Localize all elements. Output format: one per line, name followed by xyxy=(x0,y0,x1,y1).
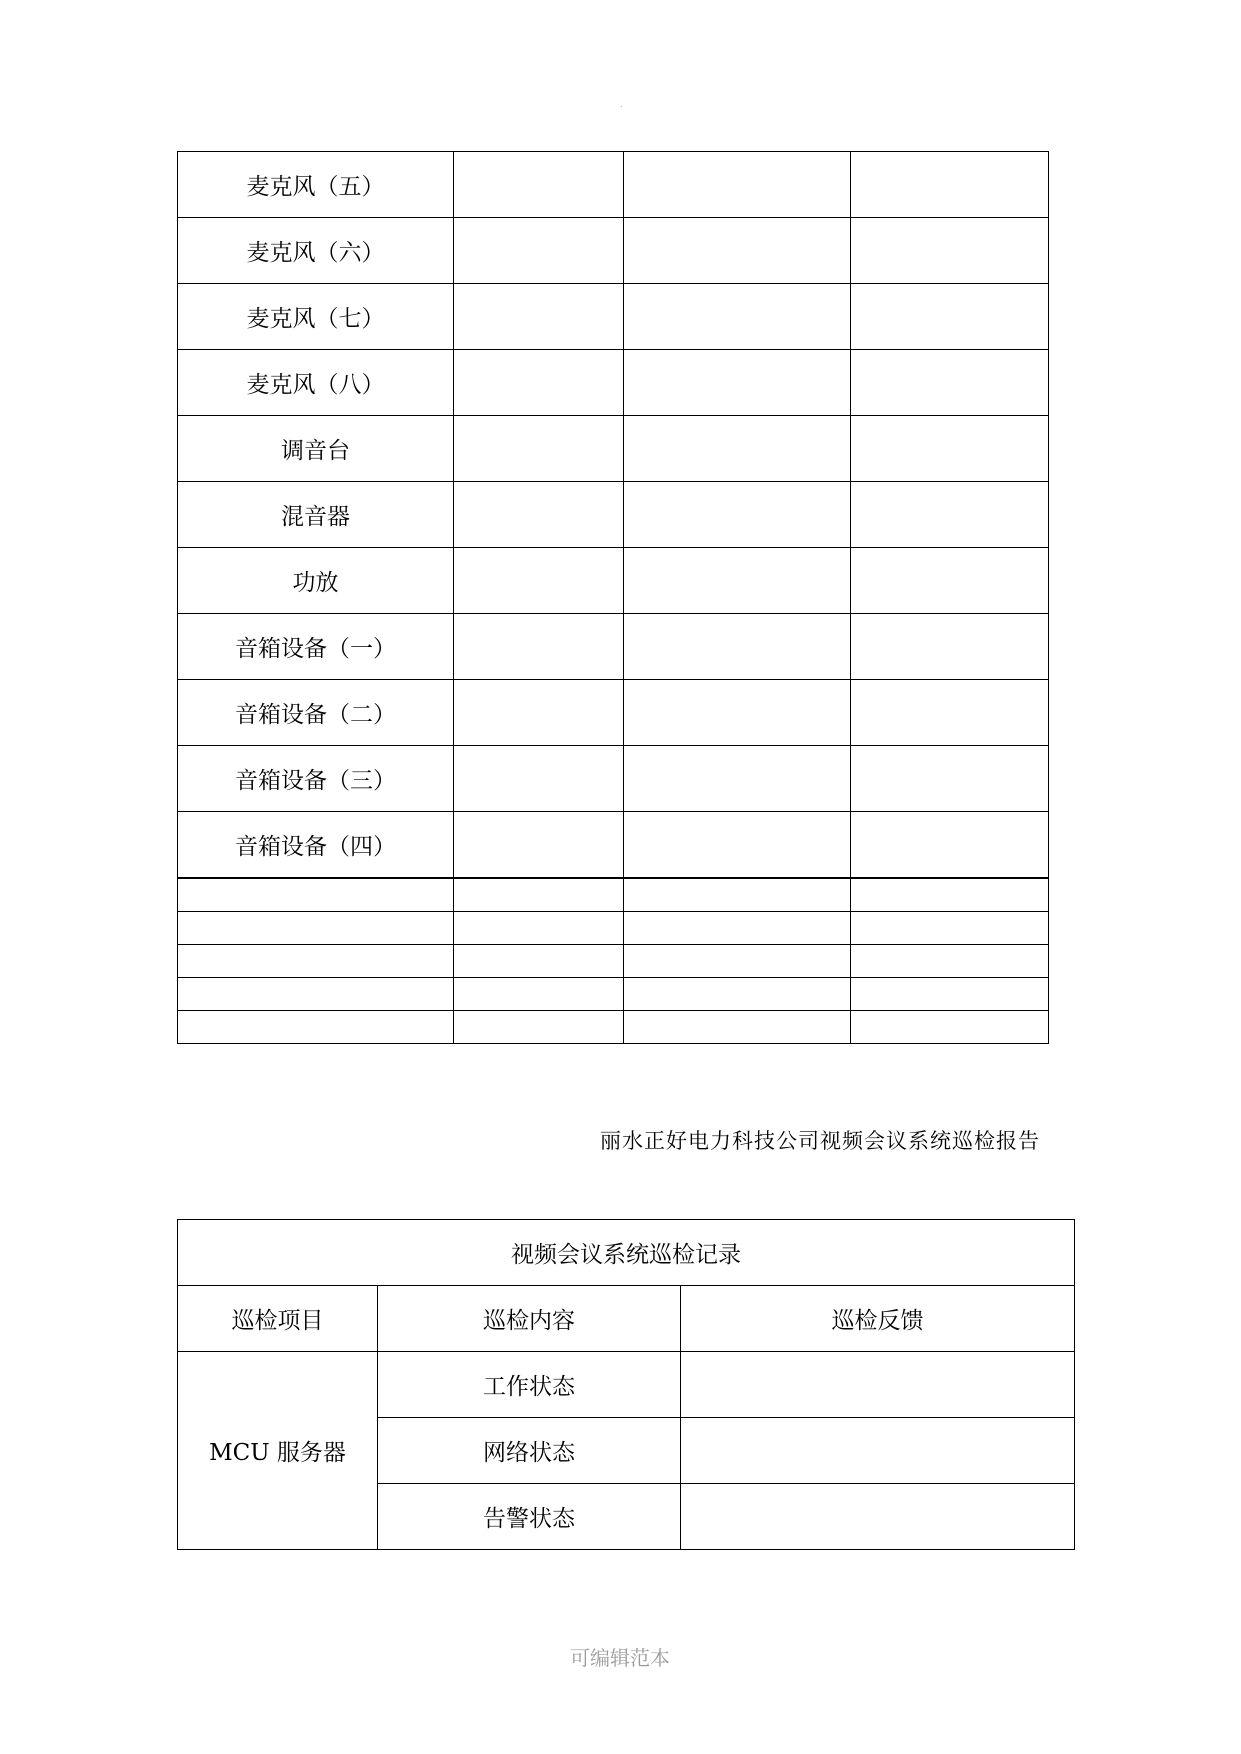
equipment-row xyxy=(178,284,1049,350)
empty-cell[interactable] xyxy=(624,945,851,978)
equipment-inspection-table xyxy=(177,151,1049,1044)
empty-row xyxy=(178,878,1049,912)
empty-cell[interactable] xyxy=(178,912,454,945)
empty-cell[interactable] xyxy=(624,1011,851,1044)
content-work-status: 工作状态 xyxy=(378,1352,681,1418)
equipment-blank-cell[interactable] xyxy=(454,548,624,614)
empty-cell[interactable] xyxy=(851,945,1049,978)
equipment-blank-cell[interactable] xyxy=(851,218,1049,284)
equipment-name-cell: 麦克风（八） xyxy=(178,350,454,416)
equipment-blank-cell[interactable] xyxy=(851,152,1049,218)
inspection-record-table xyxy=(177,1219,1075,1550)
equipment-blank-cell[interactable] xyxy=(851,482,1049,548)
equipment-row xyxy=(178,416,1049,482)
empty-cell[interactable] xyxy=(851,978,1049,1011)
equipment-blank-cell[interactable] xyxy=(624,152,851,218)
equipment-row xyxy=(178,218,1049,284)
equipment-row xyxy=(178,548,1049,614)
equipment-name-cell: 麦克风（六） xyxy=(178,218,454,284)
equipment-row xyxy=(178,680,1049,746)
equipment-blank-cell[interactable] xyxy=(454,812,624,879)
equipment-name-cell: 麦克风（五） xyxy=(178,152,454,218)
empty-row xyxy=(178,945,1049,978)
equipment-blank-cell[interactable] xyxy=(851,416,1049,482)
equipment-blank-cell[interactable] xyxy=(624,482,851,548)
equipment-blank-cell[interactable] xyxy=(624,614,851,680)
empty-cell[interactable] xyxy=(624,878,851,912)
header-inspection-item: 巡检项目 xyxy=(178,1286,378,1352)
empty-cell[interactable] xyxy=(851,912,1049,945)
empty-cell[interactable] xyxy=(851,878,1049,912)
content-alarm-status: 告警状态 xyxy=(378,1484,681,1550)
empty-cell[interactable] xyxy=(454,945,624,978)
empty-row xyxy=(178,912,1049,945)
equipment-blank-cell[interactable] xyxy=(454,614,624,680)
empty-cell[interactable] xyxy=(178,978,454,1011)
equipment-blank-cell[interactable] xyxy=(851,812,1049,879)
equipment-blank-cell[interactable] xyxy=(851,680,1049,746)
equipment-blank-cell[interactable] xyxy=(454,680,624,746)
equipment-blank-cell[interactable] xyxy=(454,746,624,812)
feedback-cell[interactable] xyxy=(681,1352,1075,1418)
equipment-name-cell: 音箱设备（三） xyxy=(178,746,454,812)
record-table-title: 视频会议系统巡检记录 xyxy=(178,1220,1075,1286)
header-inspection-content: 巡检内容 xyxy=(378,1286,681,1352)
equipment-blank-cell[interactable] xyxy=(624,284,851,350)
equipment-blank-cell[interactable] xyxy=(851,614,1049,680)
equipment-name-cell: 调音台 xyxy=(178,416,454,482)
empty-cell[interactable] xyxy=(178,1011,454,1044)
empty-cell[interactable] xyxy=(624,912,851,945)
feedback-cell[interactable] xyxy=(681,1418,1075,1484)
footer-label: 可编辑范本 xyxy=(570,1646,670,1670)
equipment-name-cell: 麦克风（七） xyxy=(178,284,454,350)
empty-cell[interactable] xyxy=(454,878,624,912)
equipment-blank-cell[interactable] xyxy=(624,746,851,812)
equipment-blank-cell[interactable] xyxy=(454,152,624,218)
equipment-name-cell: 混音器 xyxy=(178,482,454,548)
empty-cell[interactable] xyxy=(454,978,624,1011)
equipment-name-cell: 音箱设备（一） xyxy=(178,614,454,680)
equipment-blank-cell[interactable] xyxy=(454,416,624,482)
empty-cell[interactable] xyxy=(454,912,624,945)
equipment-blank-cell[interactable] xyxy=(851,746,1049,812)
equipment-name-cell: 音箱设备（四） xyxy=(178,812,454,879)
item-mcu-server: MCU 服务器 xyxy=(178,1352,378,1550)
equipment-blank-cell[interactable] xyxy=(624,680,851,746)
empty-row xyxy=(178,978,1049,1011)
equipment-blank-cell[interactable] xyxy=(454,482,624,548)
empty-cell[interactable] xyxy=(454,1011,624,1044)
equipment-blank-cell[interactable] xyxy=(624,350,851,416)
content-network-status: 网络状态 xyxy=(378,1418,681,1484)
equipment-row xyxy=(178,152,1049,218)
equipment-blank-cell[interactable] xyxy=(454,218,624,284)
equipment-blank-cell[interactable] xyxy=(851,350,1049,416)
equipment-blank-cell[interactable] xyxy=(624,218,851,284)
empty-cell[interactable] xyxy=(178,945,454,978)
equipment-blank-cell[interactable] xyxy=(454,350,624,416)
equipment-name-cell: 功放 xyxy=(178,548,454,614)
empty-row xyxy=(178,1011,1049,1044)
equipment-blank-cell[interactable] xyxy=(624,416,851,482)
equipment-row xyxy=(178,746,1049,812)
equipment-row xyxy=(178,350,1049,416)
equipment-blank-cell[interactable] xyxy=(624,548,851,614)
equipment-blank-cell[interactable] xyxy=(851,284,1049,350)
empty-cell[interactable] xyxy=(851,1011,1049,1044)
equipment-row xyxy=(178,482,1049,548)
equipment-blank-cell[interactable] xyxy=(454,284,624,350)
header-inspection-feedback: 巡检反馈 xyxy=(681,1286,1075,1352)
equipment-name-cell: 音箱设备（二） xyxy=(178,680,454,746)
empty-cell[interactable] xyxy=(624,978,851,1011)
equipment-blank-cell[interactable] xyxy=(624,812,851,879)
equipment-row xyxy=(178,614,1049,680)
empty-cell[interactable] xyxy=(178,878,454,912)
feedback-cell[interactable] xyxy=(681,1484,1075,1550)
equipment-blank-cell[interactable] xyxy=(851,548,1049,614)
header-mark: . xyxy=(620,100,623,109)
report-title: 丽水正好电力科技公司视频会议系统巡检报告 xyxy=(600,1129,1040,1153)
equipment-row xyxy=(178,812,1049,879)
